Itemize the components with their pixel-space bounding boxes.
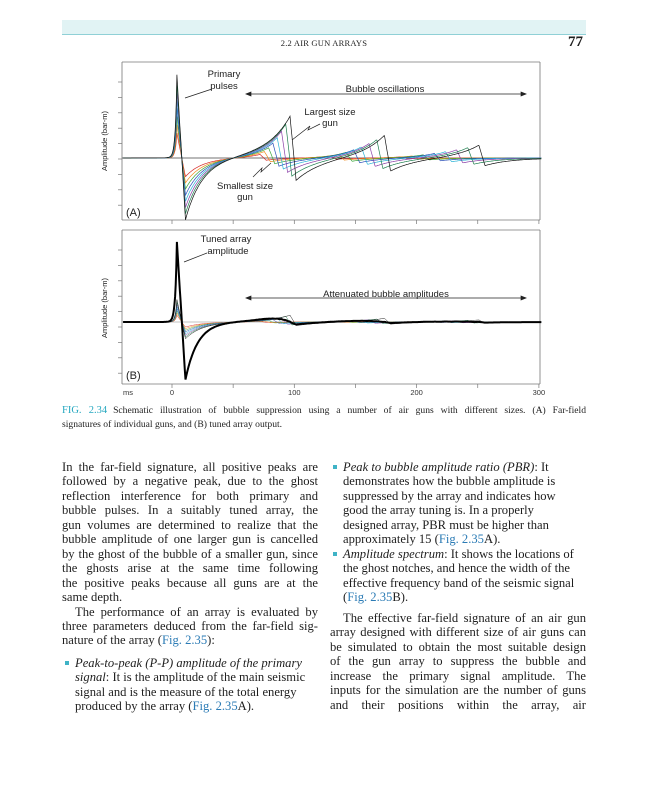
text-line <box>343 547 586 561</box>
text-line <box>343 460 586 474</box>
largest-gun-label-2: gun <box>322 118 338 129</box>
smallest-gun-arrow <box>253 163 271 177</box>
bullet-item <box>330 460 586 547</box>
text-segment: good the array tuning is. In a properly <box>343 503 534 518</box>
panel-a-curves <box>123 75 541 220</box>
text-line <box>330 698 586 712</box>
figure-reference-link[interactable]: Fig. 2.35 <box>162 633 208 648</box>
smallest-gun-label-2: gun <box>237 192 253 203</box>
text-line <box>343 561 586 575</box>
text-segment: : It is the amplitude of the main seismic <box>105 670 306 685</box>
figure-reference-link[interactable]: Fig. 2.35 <box>192 699 238 714</box>
text-segment: the positive peaks because all guns are at the <box>62 575 318 590</box>
gun-signature-curve <box>123 304 541 335</box>
x-tick-label: 300 <box>532 388 546 397</box>
panel-a-ylabel: Amplitude (bar-m) <box>100 110 109 172</box>
bullet-item <box>330 547 586 605</box>
x-axis-tick-labels <box>170 388 545 397</box>
text-line <box>75 699 318 713</box>
text-segment: : It <box>534 460 549 474</box>
text-line <box>330 654 586 668</box>
text-line <box>62 503 318 517</box>
text-segment: by the ghost of the bubble of a smaller gun, since <box>62 546 318 561</box>
left-text-column <box>62 460 318 714</box>
text-segment: reflection interference for both primary and <box>62 488 318 503</box>
figure-caption <box>62 404 586 432</box>
caption-text-2: signatures of individual guns, and (B) tuned array output. <box>62 419 283 430</box>
text-segment: bubble amplitude of one larger gun is cancelled <box>62 532 318 547</box>
text-segment: bubble pulses. In a suitably tuned array, the <box>62 503 318 518</box>
text-line <box>62 474 318 488</box>
text-segment: the ghost notches, and hence the width of the <box>343 561 570 576</box>
text-segment: B). <box>392 590 409 605</box>
text-segment: In the far-field signature, all positive peaks are <box>62 460 318 474</box>
gun-signature-curve <box>123 133 541 177</box>
text-segment: demonstrates how the bubble amplitude is <box>343 474 556 489</box>
text-line <box>343 532 586 546</box>
text-segment: and their positions within the array, air <box>330 697 586 712</box>
x-tick-label: 100 <box>288 388 301 397</box>
italic-term: signal <box>75 670 106 685</box>
largest-gun-arrow <box>292 124 320 140</box>
text-line <box>330 683 586 697</box>
text-segment: nature of the array ( <box>62 633 162 648</box>
running-head: 2.2 AIR GUN ARRAYS <box>280 38 368 48</box>
bubble-oscillations-label: Bubble oscillations <box>345 84 425 95</box>
panel-b-curves <box>123 242 541 380</box>
caption-label: FIG. 2.34 <box>62 405 108 416</box>
text-segment: The effective far-field signature of an air gun <box>343 611 586 626</box>
attenuated-bubbles-label: Attenuated bubble amplitudes <box>323 289 449 300</box>
x-tick-label: 200 <box>410 388 423 397</box>
text-line <box>62 590 318 604</box>
figure-reference-link[interactable]: Fig. 2.35 <box>347 590 393 605</box>
tuned-array-label-2: amplitude <box>207 246 249 257</box>
text-segment: suppressed by the array and indicates how <box>343 488 556 503</box>
panel-b-label: (B) <box>126 370 141 382</box>
text-line <box>62 605 318 619</box>
text-segment: the ghosts arise at the same time following <box>62 561 318 576</box>
text-segment: array designed with different size of air guns can <box>330 625 586 640</box>
text-line <box>62 619 318 633</box>
text-segment: three parameters deduced from the far-field sig- <box>62 618 318 633</box>
text-line <box>343 518 586 532</box>
text-segment: A). <box>237 699 255 714</box>
text-line <box>62 518 318 532</box>
italic-term: Amplitude spectrum <box>343 546 445 561</box>
tuned-array-arrow <box>184 253 207 262</box>
text-line <box>330 625 586 639</box>
x-axis-unit: ms <box>123 388 133 397</box>
largest-gun-label: Largest size <box>304 107 356 118</box>
text-segment: be simulated to obtain the most suitable design <box>330 639 586 654</box>
text-line <box>62 460 318 474</box>
text-segment: ( <box>343 590 348 605</box>
text-line <box>62 576 318 590</box>
text-line <box>330 611 586 625</box>
paragraph <box>330 611 586 712</box>
text-line <box>62 561 318 575</box>
gun-signature-curve <box>123 75 541 220</box>
smallest-gun-label: Smallest size <box>217 181 273 192</box>
text-line <box>330 640 586 654</box>
text-line <box>343 503 586 517</box>
x-tick-label: 0 <box>169 388 175 397</box>
text-segment: of the gun array to suppress the bubble and <box>330 654 586 669</box>
paragraph <box>62 460 318 605</box>
primary-pulses-label-2: pulses <box>210 81 238 92</box>
gun-signature-curve <box>123 300 541 339</box>
panel-a-label: (A) <box>126 207 141 219</box>
text-segment: effective frequency band of the seismic signal <box>343 575 575 590</box>
text-segment: followed by a negative peak, due to the ghost <box>62 474 318 489</box>
gun-signature-curve <box>123 311 541 331</box>
primary-pulses-arrow <box>185 89 212 98</box>
page-number: 77 <box>568 34 583 50</box>
text-segment: same depth. <box>62 590 123 605</box>
text-line <box>343 576 586 590</box>
text-segment: increase the primary signal amplitude. The <box>330 668 586 683</box>
text-line <box>343 474 586 488</box>
bullet-marker-icon <box>333 465 337 469</box>
text-line <box>75 656 318 670</box>
text-line <box>62 489 318 503</box>
tuned-array-curve <box>123 242 541 380</box>
text-segment: produced by the array ( <box>75 699 193 714</box>
bullet-marker-icon <box>333 552 337 556</box>
gun-signature-curve <box>123 125 541 183</box>
primary-pulses-label: Primary <box>207 69 241 80</box>
text-segment: approximately 15 ( <box>343 532 439 547</box>
text-line <box>343 489 586 503</box>
text-segment: inputs for the simulation are the number of guns <box>330 683 586 698</box>
panel-b-ylabel: Amplitude (bar-m) <box>100 277 109 339</box>
text-line <box>62 633 318 647</box>
paragraph <box>62 605 318 648</box>
text-line <box>75 670 318 684</box>
text-line <box>75 685 318 699</box>
text-segment: designed array, PBR must be higher than <box>343 517 549 532</box>
text-line <box>343 590 586 604</box>
text-segment: The performance of an array is evaluated by <box>75 604 318 619</box>
text-segment: ): <box>207 633 215 648</box>
text-segment: signal and is the measure of the total energy <box>75 684 297 699</box>
right-text-column <box>330 460 586 712</box>
figure-reference-link[interactable]: Fig. 2.35 <box>438 532 484 547</box>
bullet-marker-icon <box>65 661 69 665</box>
tuned-array-label: Tuned array <box>200 234 252 245</box>
text-segment: A). <box>483 532 501 547</box>
text-line <box>62 532 318 546</box>
caption-text-1: Schematic illustration of bubble suppression using a number of air guns with different sizes. (A) Far-field <box>113 405 586 416</box>
text-segment: gun volumes are determined to realize that the <box>62 517 318 532</box>
bullet-item <box>62 656 318 714</box>
text-line <box>62 547 318 561</box>
italic-term: Peak-to-peak (P-P) amplitude of the primary <box>75 655 302 670</box>
italic-term: Peak to bubble amplitude ratio (PBR) <box>343 460 535 474</box>
text-line <box>330 669 586 683</box>
text-segment: : It shows the locations of <box>444 546 574 561</box>
